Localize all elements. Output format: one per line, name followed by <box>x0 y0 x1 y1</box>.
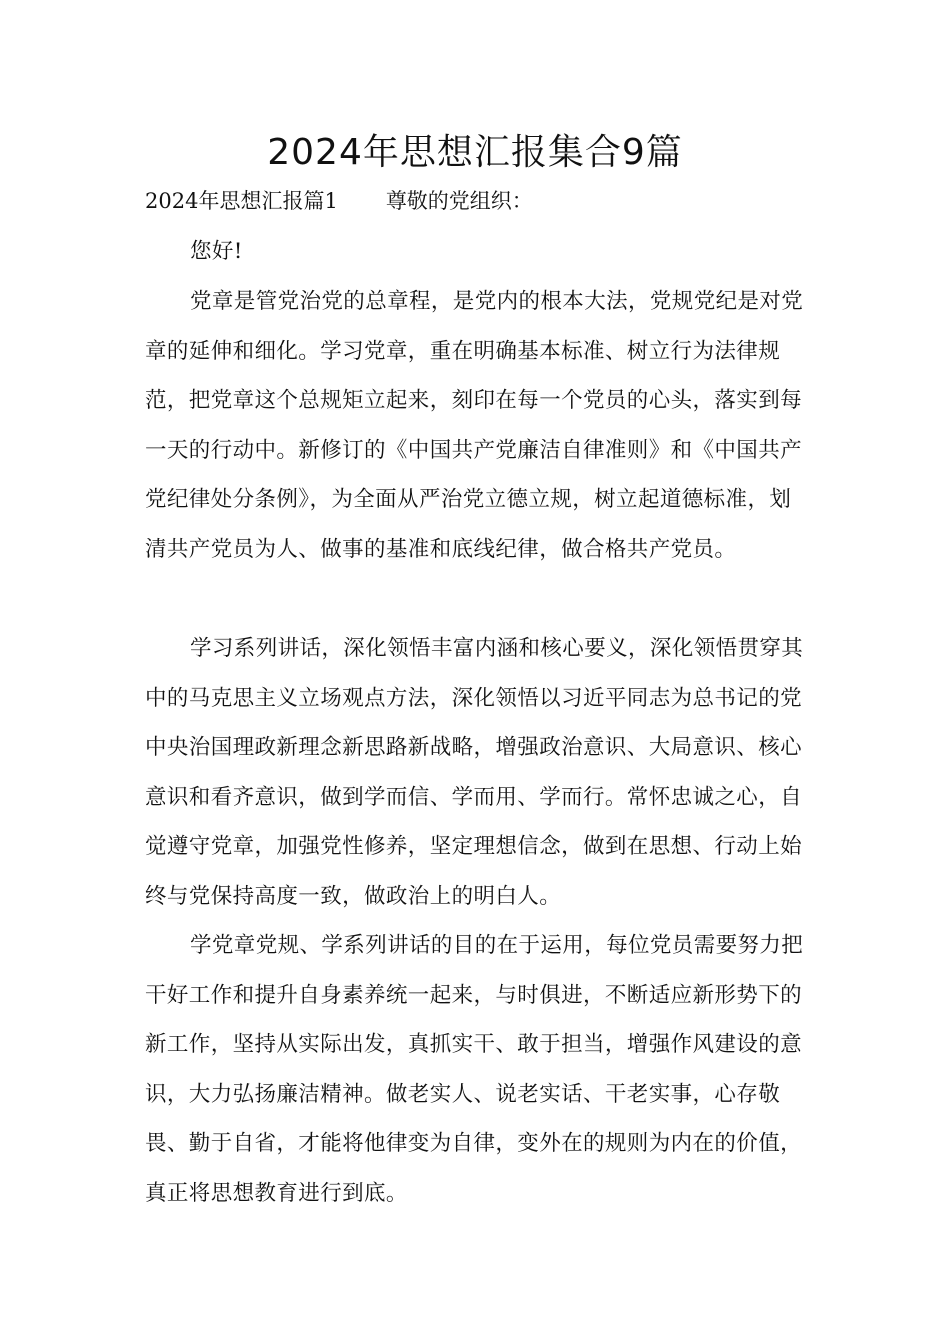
body-paragraph-2: 学习系列讲话，深化领悟丰富内涵和核心要义，深化领悟贯穿其中的马克思主义立场观点方法，深化领悟以习近平同志为总书记的党中央治国理政新理念新思路新战略，增强政治意识、大局意识、核心意识和看齐意识，做到学而信、学而用、学而行。常怀忠诚之心，自觉遵守党章，加强党性修养，坚定理想信念，做到在思想、行动上始终与党保持高度一致，做政治上的明白人。 <box>145 636 804 909</box>
section-heading: 2024年思想汇报篇1 <box>145 189 338 213</box>
salutation: 尊敬的党组织： <box>385 189 533 213</box>
greeting: 您好! <box>190 239 243 264</box>
document-title: 2024年思想汇报集合9篇 <box>267 132 683 173</box>
section-heading-line <box>145 186 533 216</box>
body-paragraph-1: 党章是管党治党的总章程，是党内的根本大法，党规党纪是对党章的延伸和细化。学习党章，重在明确基本标准、树立行为法律规范，把党章这个总规矩立起来，刻印在每一个党员的心头，落实到每一天的行动中。新修订的《中国共产党廉洁自律准则》和《中国共产党纪律处分条例》，为全面从严治党立德立规，树立起道德标准，划清共产党员为人、做事的基准和底线纪律，做合格共产党员。 <box>145 289 804 562</box>
body-paragraph-3: 学党章党规、学系列讲话的目的在于运用，每位党员需要努力把干好工作和提升自身素养统一起来，与时俱进，不断适应新形势下的新工作，坚持从实际出发，真抓实干、敢于担当，增强作风建设的意识，大力弘扬廉洁精神。做老实人、说老实话、干老实事，心存敬畏、勤于自省，才能将他律变为自律，变外在的规则为内在的价值，真正将思想教育进行到底。 <box>145 933 804 1206</box>
